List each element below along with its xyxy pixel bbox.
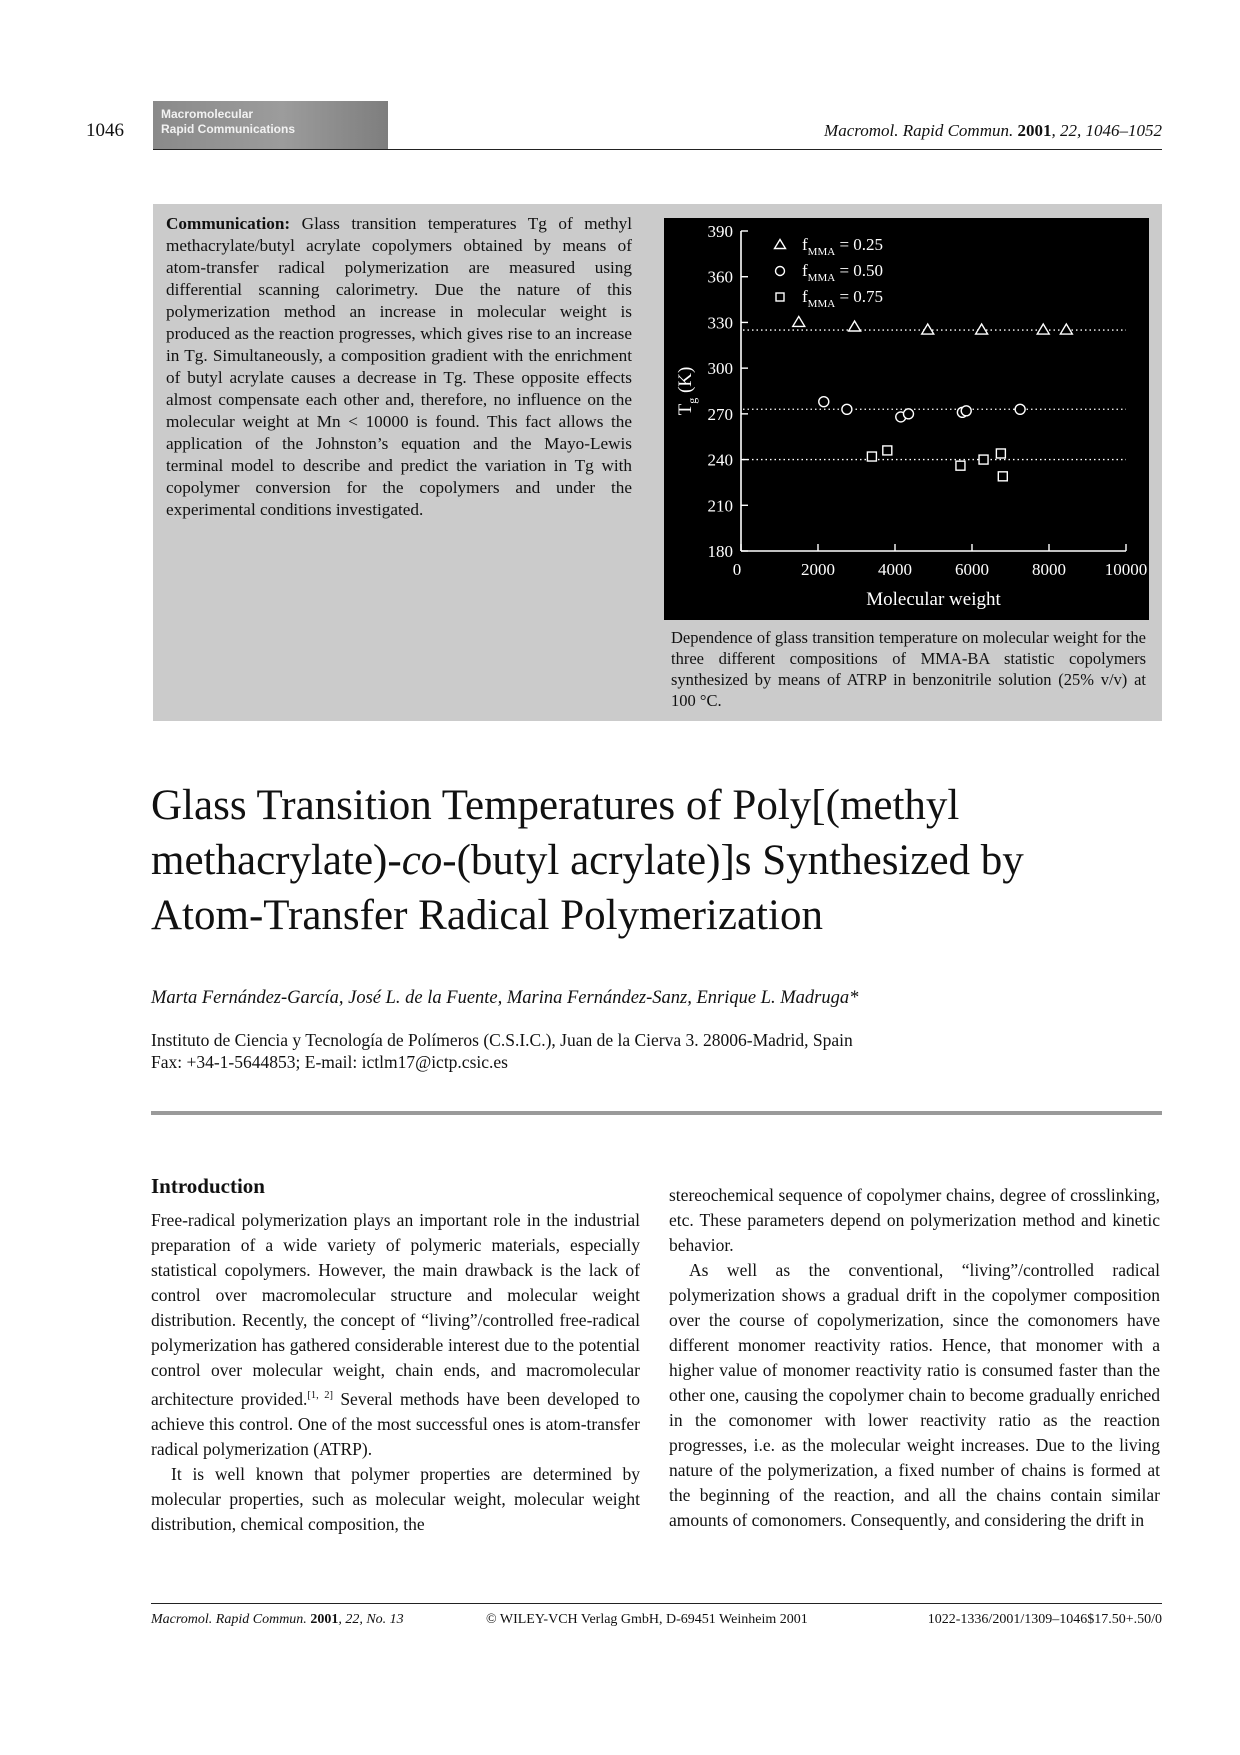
title-line-2c: -(butyl acrylate)]s Synthesized by xyxy=(442,837,1024,884)
legend-circle-marker xyxy=(776,267,785,276)
left-column xyxy=(151,1208,640,1537)
paragraph-text: Free-radical polymerization plays an important role in the industrial preparation of a wide variety of polymeric materials, especially statistical copolymers. However, the main drawback is the lack of control over macromolecular structure and molecular weight distribution. Recently, the concept of “living”/controlled free-radical polymerization has gathered considerable interest due to the potential control over molecular weight, chain ends, and macromolecular architecture provided. xyxy=(151,1210,640,1409)
square-marker xyxy=(979,455,988,464)
citation-reference: [1, 2] xyxy=(307,1390,334,1401)
paragraph: As well as the conventional, “living”/controlled radical polymerization shows a gradual drift in the copolymer composition over the course of copolymerization, since the comonomers have different monomer reactivity ratios. Hence, that monomer with a higher value of monomer reactivity ratio is consumed faster than the other one, causing the copolymer chain to become gradually enriched in the comonomer with lower reactivity ratio as the reaction progresses, i.e. as the molecular weight increases. Due to the living nature of the polymerization, a fixed number of chains is formed at the beginning of the reaction, and all the chains contain similar amounts of comonomers. Consequently, and considering the drift in xyxy=(669,1260,1160,1530)
y-tick-label: 330 xyxy=(707,313,733,333)
header-rule xyxy=(153,149,1162,150)
circle-marker xyxy=(842,404,852,414)
figure-caption: Dependence of glass transition temperature on molecular weight for the three different compositions of MMA-BA statistic copolymers synthesized by means of ATRP in benzonitrile solution (25% v/v) at 100 °C. xyxy=(671,628,1146,710)
title-line-1: Glass Transition Temperatures of Poly[(methyl xyxy=(151,782,960,829)
title-line-3: Atom-Transfer Radical Polymerization xyxy=(151,892,823,939)
paragraph: It is well known that polymer properties are determined by molecular properties, such as molecular weight, molecular weight distribution, chemical composition, the xyxy=(151,1463,640,1534)
right-column xyxy=(669,1183,1160,1533)
legend-entry: $f_{MMA} = 0.25$ xyxy=(802,235,884,258)
x-tick-label: 0 xyxy=(732,560,742,579)
header-journal: Macromol. Rapid Commun. xyxy=(824,121,1014,140)
y-tick-label: 390 xyxy=(707,222,733,241)
footer-citation xyxy=(151,1612,404,1628)
circle-marker xyxy=(961,406,971,416)
paragraph-text: Several methods have been developed to achieve this control. One of the most successful ones is atom-transfer radical polymerization (ATRP). xyxy=(151,1388,640,1459)
affiliation-address: Instituto de Ciencia y Tecnología de Polímeros (C.S.I.C.), Juan de la Cierva 3. 28006-Madrid, Spain xyxy=(151,1030,853,1050)
triangle-marker xyxy=(1060,324,1072,334)
square-marker xyxy=(867,452,876,461)
circle-marker xyxy=(1015,404,1025,414)
header-volume: 22 xyxy=(1060,121,1077,140)
x-tick-label: 8000 xyxy=(1032,560,1066,579)
affiliation-contact: Fax: +34-1-5644853; E-mail: ictlm17@ictp.csic.es xyxy=(151,1052,508,1072)
legend-triangle-marker xyxy=(775,240,786,249)
tg-vs-molecular-weight-chart xyxy=(664,218,1149,620)
footer-year: 2001 xyxy=(310,1612,339,1627)
y-tick-label: 360 xyxy=(707,267,733,287)
x-tick-label: 10000 xyxy=(1104,560,1148,579)
abstract-body: Glass transition temperatures Tg of methyl methacrylate/butyl acrylate copolymers obtained by means of atom-transfer radical polymerization are measured using differential scanning calorimetry. Due the nature of this polymerization method an increase in molecular weight is produced as the reaction progresses, which gives rise to an increase in Tg. Simultaneously, a composition gradient with the enrichment of butyl acrylate causes a decrease in Tg. These opposite effects almost compensate each other and, therefore, no influence on the molecular weight at Mn < 10000 is found. This fact allows the application of the Johnston’s equation and the Mayo-Lewis terminal model to describe and predict the variation in Tg with copolymer conversion for the copolymers and under the experimental conditions investigated. xyxy=(166,214,632,519)
logo-line-2: Rapid Communications xyxy=(161,122,296,136)
y-tick-label: 270 xyxy=(707,404,733,424)
header-year: 2001 xyxy=(1017,121,1052,140)
paragraph xyxy=(151,1208,640,1462)
journal-logo xyxy=(153,101,388,149)
triangle-marker xyxy=(1037,324,1049,334)
header-pages: , 1046–1052 xyxy=(1077,121,1162,140)
triangle-marker xyxy=(849,321,861,331)
introduction-heading: Introduction xyxy=(151,1174,265,1198)
paragraph: stereochemical sequence of copolymer chains, degree of crosslinking, etc. These parameters depend on polymerization method and kinetic behavior. xyxy=(669,1185,1160,1255)
authors: Marta Fernández-García, José L. de la Fuente, Marina Fernández-Sanz, Enrique L. Madruga* xyxy=(151,988,859,1008)
chart-panel xyxy=(664,218,1149,620)
square-marker xyxy=(998,472,1007,481)
logo-line-1: Macromolecular xyxy=(161,107,254,121)
legend-entry: $f_{MMA} = 0.50$ xyxy=(802,261,884,284)
legend-square-marker xyxy=(776,293,784,301)
y-tick-label: 180 xyxy=(707,542,733,561)
triangle-marker xyxy=(922,324,934,334)
triangle-marker xyxy=(976,324,988,334)
abstract-label: Communication: xyxy=(166,214,291,233)
abstract-text xyxy=(166,213,632,521)
affiliation xyxy=(151,1029,853,1073)
triangle-marker xyxy=(793,316,805,326)
circle-marker xyxy=(819,397,829,407)
title-line-2a: methacrylate)- xyxy=(151,837,402,884)
article-title xyxy=(151,778,1151,943)
square-marker xyxy=(956,461,965,470)
y-tick-label: 240 xyxy=(707,450,733,470)
y-tick-label: 210 xyxy=(707,496,733,516)
circle-marker xyxy=(903,409,913,419)
square-marker xyxy=(996,449,1005,458)
y-tick-label: 300 xyxy=(707,359,733,379)
footer-rule xyxy=(151,1603,1162,1604)
x-axis-label: Molecular weight xyxy=(866,589,1001,610)
page-number: 1046 xyxy=(86,120,124,141)
x-tick-label: 2000 xyxy=(801,560,835,579)
title-line-2b: co xyxy=(401,837,443,884)
section-divider xyxy=(151,1111,1162,1115)
footer-article-code: 1022-1336/2001/1309–1046$17.50+.50/0 xyxy=(927,1612,1162,1627)
footer-journal: Macromol. Rapid Commun. xyxy=(151,1612,307,1627)
footer-copyright: © WILEY-VCH Verlag GmbH, D-69451 Weinheim 2001 xyxy=(486,1612,808,1627)
x-tick-label: 4000 xyxy=(878,560,912,579)
header-citation: Macromol. Rapid Commun. 2001, 22, 1046–1052 xyxy=(824,121,1162,140)
square-marker xyxy=(883,446,892,455)
footer-volume-issue: , 22, No. 13 xyxy=(338,1612,404,1627)
legend-entry: $f_{MMA} = 0.75$ xyxy=(802,287,884,310)
x-tick-label: 6000 xyxy=(955,560,989,579)
y-axis-label: $T_g$ (K) xyxy=(675,366,699,416)
